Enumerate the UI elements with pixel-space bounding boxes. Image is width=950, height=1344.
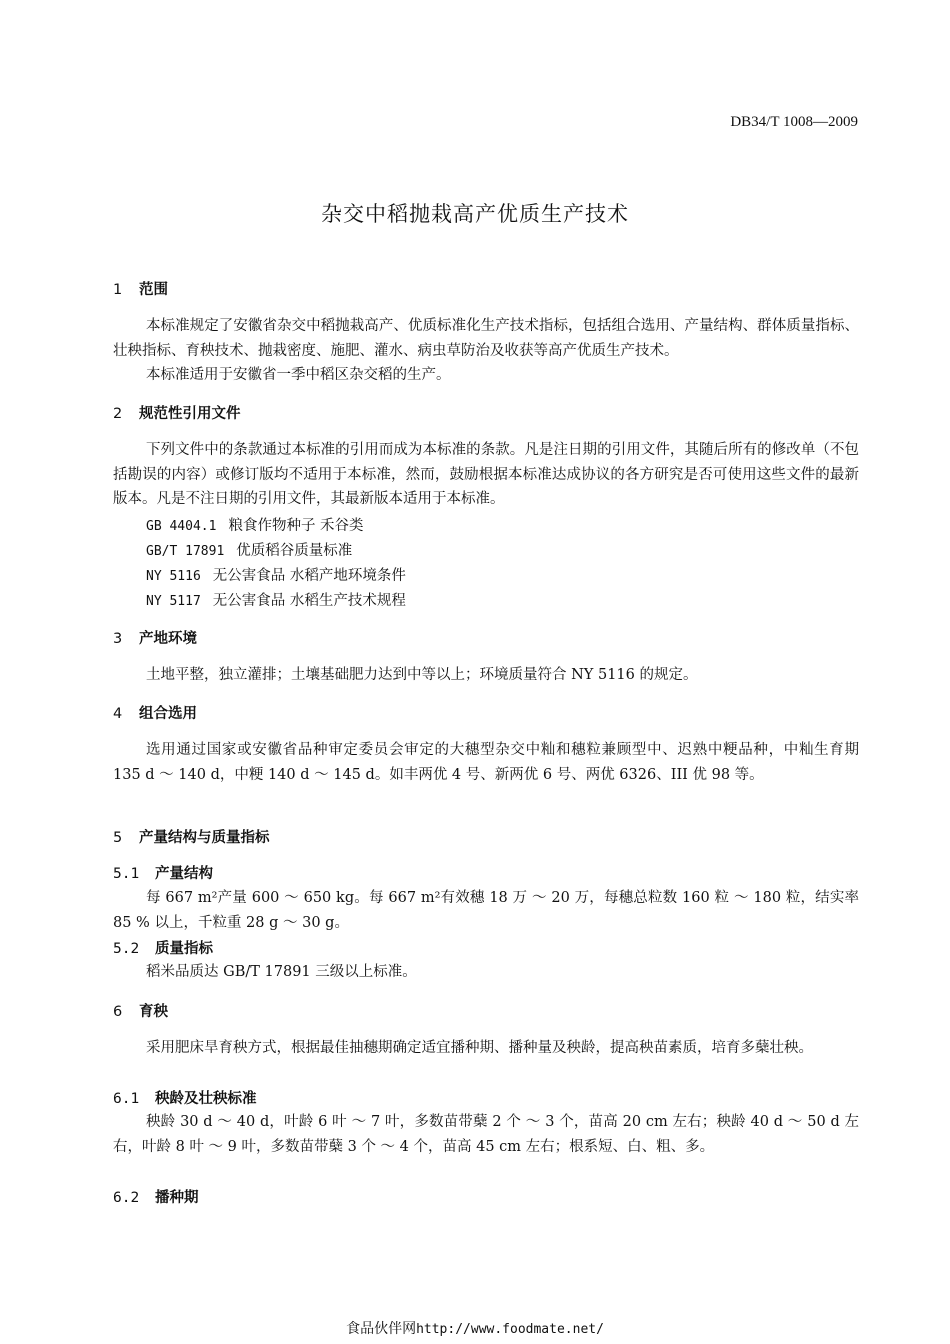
- section-number: 4: [113, 706, 123, 722]
- section-number: 6: [113, 1004, 123, 1020]
- subsection-6-1-paragraph: 秧龄 30 d ～ 40 d，叶龄 6 叶 ～ 7 叶，多数苗带蘖 2 个 ～ 3 个，苗高 20 cm 左右；秧龄 40 d ～ 50 d 左右，叶龄 8 叶 ～ 9 叶，多数苗带蘖 3 个 ～ 4 个，苗高 45 cm 左右；根系短、白、粗、多。: [113, 1114, 859, 1155]
- section-1-paragraph-1: 本标准规定了安徽省杂交中稻抛栽高产、优质标准化生产技术指标，包括组合选用、产量结构、群体质量指标、壮秧指标、育秧技术、抛栽密度、施肥、灌水、病虫草防治及收获等高产优质生产技术。: [113, 318, 859, 359]
- reference-name: 无公害食品 水稻生产技术规程: [212, 593, 406, 609]
- section-1-heading: [113, 278, 168, 299]
- section-number: 3: [113, 631, 123, 647]
- subsection-title: 质量指标: [155, 941, 213, 957]
- page-footer: [0, 1318, 950, 1338]
- subsection-5-2-paragraph: 稻米品质达 GB/T 17891 三级以上标准。: [146, 964, 417, 980]
- section-title: 产地环境: [139, 631, 197, 647]
- section-number: 5: [113, 830, 123, 846]
- reference-name: 粮食作物种子 禾谷类: [228, 518, 364, 534]
- section-3-paragraph-1: 土地平整，独立灌排；土壤基础肥力达到中等以上；环境质量符合 NY 5116 的规定。: [146, 667, 698, 683]
- reference-item: [146, 514, 364, 535]
- subsection-5-1-paragraph: 每 667 m²产量 600 ～ 650 kg。每 667 m²有效穗 18 万 ～ 20 万，每穗总粒数 160 粒 ～ 180 粒，结实率 85 % 以上，千粒重 28 g ～ 30 g。: [113, 890, 859, 931]
- section-title: 范围: [139, 282, 168, 298]
- section-number: 2: [113, 406, 123, 422]
- reference-item: [146, 589, 406, 610]
- reference-code: NY 5116: [146, 569, 201, 584]
- section-5-heading: [113, 826, 270, 847]
- section-4-paragraph-1: 选用通过国家或安徽省品种审定委员会审定的大穗型杂交中籼和穗粒兼顾型中、迟熟中粳品种，中籼生育期 135 d ～ 140 d，中粳 140 d ～ 145 d。如丰两优 4 号、新两优 6 号、两优 6326、III 优 98 等。: [113, 742, 859, 783]
- subsection-number: 5.1: [113, 866, 140, 882]
- subsection-5-2-heading: [113, 937, 213, 958]
- section-title: 育秧: [139, 1004, 168, 1020]
- section-4-heading: [113, 702, 197, 723]
- section-6-paragraph-1: 采用肥床旱育秧方式，根据最佳抽穗期确定适宜播种期、播种量及秧龄，提高秧苗素质，培育多蘖壮秧。: [146, 1040, 813, 1056]
- section-2-paragraph-1: 下列文件中的条款通过本标准的引用而成为本标准的条款。凡是注日期的引用文件，其随后所有的修改单（不包括勘误的内容）或修订版均不适用于本标准，然而，鼓励根据本标准达成协议的各方研究是否可使用这些文件的最新版本。凡是不注日期的引用文件，其最新版本适用于本标准。: [113, 442, 859, 507]
- reference-item: [146, 564, 406, 585]
- reference-code: GB/T 17891: [146, 544, 225, 559]
- subsection-5-1-heading: [113, 862, 213, 883]
- subsection-number: 5.2: [113, 941, 140, 957]
- document-title: 杂交中稻抛栽高产优质生产技术: [321, 202, 629, 226]
- section-6-heading: [113, 1000, 168, 1021]
- reference-item: [146, 539, 352, 560]
- standard-code: DB34/T 1008—2009: [730, 114, 858, 130]
- section-title: 规范性引用文件: [139, 406, 241, 422]
- reference-name: 优质稻谷质量标准: [236, 543, 353, 559]
- subsection-number: 6.2: [113, 1190, 140, 1206]
- section-3-heading: [113, 627, 197, 648]
- subsection-number: 6.1: [113, 1091, 140, 1107]
- subsection-title: 产量结构: [155, 866, 213, 882]
- section-2-heading: [113, 402, 241, 423]
- reference-code: NY 5117: [146, 594, 201, 609]
- section-number: 1: [113, 282, 123, 298]
- section-1-paragraph-2: 本标准适用于安徽省一季中稻区杂交稻的生产。: [146, 367, 451, 383]
- reference-code: GB 4404.1: [146, 519, 217, 534]
- subsection-title: 播种期: [155, 1190, 199, 1206]
- footer-url-link[interactable]: http://www.foodmate.net/: [416, 1322, 604, 1337]
- footer-site-name: 食品伙伴网: [346, 1321, 417, 1337]
- subsection-title: 秧龄及壮秧标准: [155, 1091, 257, 1107]
- subsection-6-2-heading: [113, 1186, 199, 1207]
- subsection-6-1-heading: [113, 1087, 257, 1108]
- section-title: 产量结构与质量指标: [139, 830, 270, 846]
- section-title: 组合选用: [139, 706, 197, 722]
- reference-name: 无公害食品 水稻产地环境条件: [212, 568, 406, 584]
